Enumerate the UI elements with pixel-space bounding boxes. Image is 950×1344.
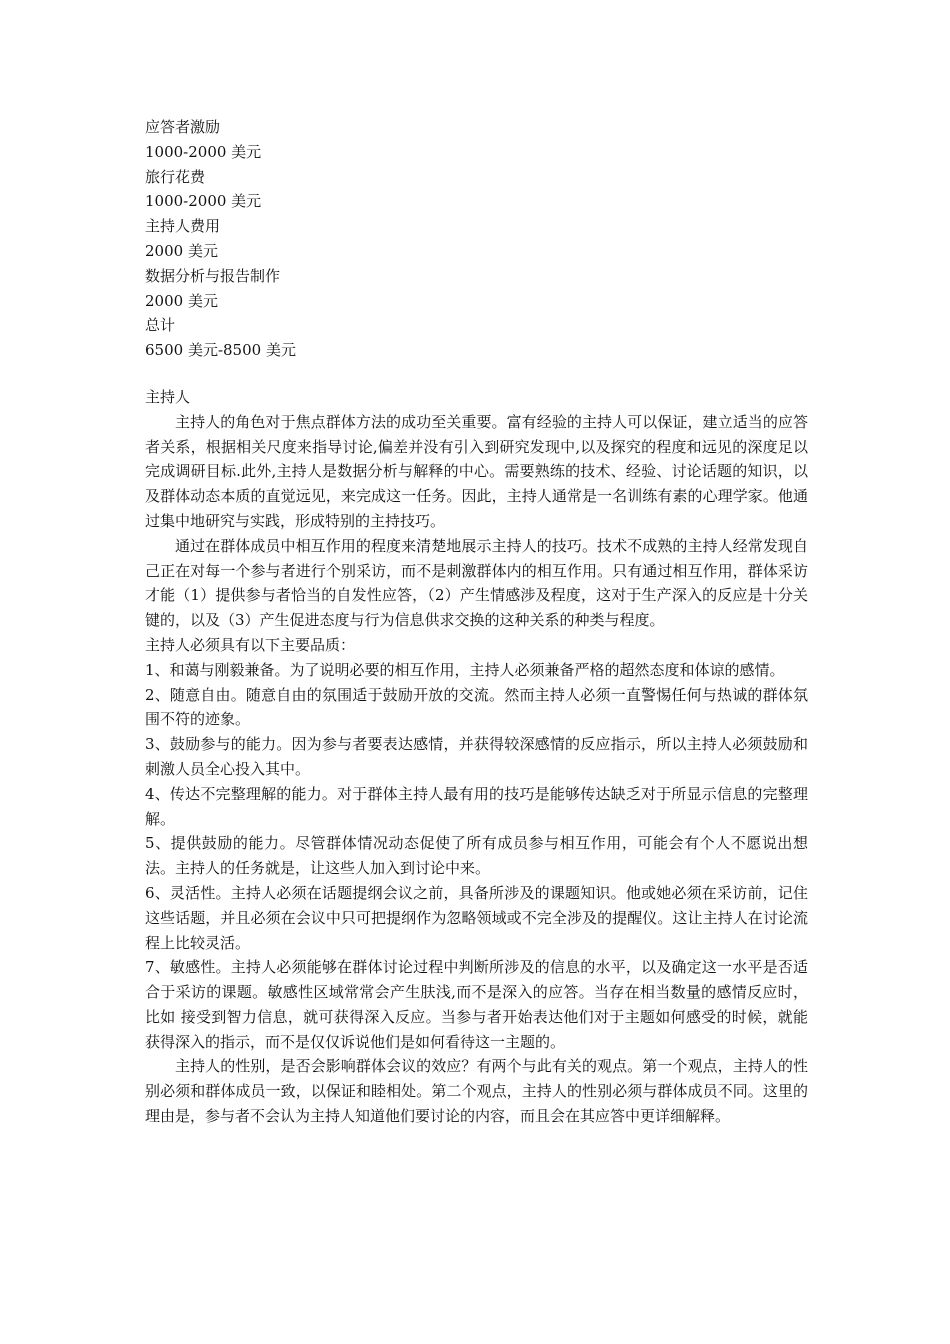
document-page [145, 115, 808, 1129]
cost-item-label: 数据分析与报告制作 [145, 266, 281, 285]
list-item: 5、提供鼓励的能力。尽管群体情况动态促使了所有成员参与相互作用，可能会有个人不愿说出想法。主持人的任务就是，让这些人加入到讨论中来。 [145, 834, 808, 878]
cost-list [145, 115, 808, 363]
paragraph: 主持人的角色对于焦点群体方法的成功至关重要。富有经验的主持人可以保证，建立适当的应答者关系，根据相关尺度来指导讨论,偏差并没有引入到研究发现中,以及探究的程度和远见的深度足以完成调研目标.此外,主持人是数据分析与解释的中心。需要熟练的技术、经验、讨论话题的知识，以及群体动态本质的直觉远见，来完成这一任务。因此，主持人通常是一名训练有素的心理学家。他通过集中地研究与实践，形成特别的主持技巧。 [145, 412, 808, 530]
list-item: 3、鼓励参与的能力。因为参与者要表达感情，并获得较深感情的反应指示，所以主持人必须鼓励和刺激人员全心投入其中。 [145, 735, 808, 778]
cost-item-value: 1000-2000 美元 [145, 192, 262, 211]
cost-item-value: 2000 美元 [145, 241, 218, 260]
cost-item-value: 2000 美元 [145, 291, 218, 310]
cost-item-value: 1000-2000 美元 [145, 142, 262, 161]
section-spacer [145, 363, 808, 385]
paragraph: 通过在群体成员中相互作用的程度来清楚地展示主持人的技巧。技术不成熟的主持人经常发现自己正在对每一个参与者进行个别采访，而不是刺激群体内的相互作用。只有通过相互作用，群体采访才能（1）提供参与者恰当的自发性应答，（2）产生情感涉及程度，这对于生产深入的反应是十分关键的，以及（3）产生促进态度与行为信息供求交换的这种关系的种类与程度。 [145, 536, 808, 630]
list-item: 4、传达不完整理解的能力。对于群体主持人最有用的技巧是能够传达缺乏对于所显示信息的完整理解。 [145, 784, 808, 828]
cost-item-label: 旅行花费 [145, 167, 206, 186]
moderator-section [145, 385, 808, 1129]
list-item: 7、敏感性。主持人必须能够在群体讨论过程中判断所涉及的信息的水平，以及确定这一水平是否适合于采访的课题。敏感性区域常常会产生肤浅,而不是深入的应答。当存在相当数量的感情反应时，比如 接受到智力信息，就可获得深入反应。当参与者开始表达他们对于主题如何感受的时候，就能获得深入的指示，而不是仅仅诉说他们是如何看待这一主题的。 [145, 958, 808, 1051]
list-item: 6、灵活性。主持人必须在话题提纲会议之前，具备所涉及的课题知识。他或她必须在采访前，记住这些话题，并且必须在会议中只可把提纲作为忽略领域或不完全涉及的提醒仪。这让主持人在讨论流程上比较灵活。 [145, 883, 808, 952]
section-heading: 主持人 [145, 387, 191, 406]
qualities-list [145, 658, 808, 1055]
cost-item-label: 应答者激励 [145, 118, 221, 136]
cost-total-value: 6500 美元-8500 美元 [145, 341, 296, 360]
list-item: 2、随意自由。随意自由的氛围适于鼓励开放的交流。然而主持人必须一直警惕任何与热诚的群体氛围不符的迹象。 [145, 685, 808, 729]
cost-item-label: 主持人费用 [145, 217, 221, 236]
qualities-intro: 主持人必须具有以下主要品质： [145, 635, 356, 654]
list-item: 1、和蔼与刚毅兼备。为了说明必要的相互作用，主持人必须兼备严格的超然态度和体谅的感情。 [145, 660, 785, 679]
cost-total-label: 总计 [145, 316, 176, 335]
paragraph: 主持人的性别，是否会影响群体会议的效应？有两个与此有关的观点。第一个观点，主持人的性别必须和群体成员一致，以保证和睦相处。第二个观点，主持人的性别必须与群体成员不同。这里的理由是，参与者不会认为主持人知道他们要讨论的内容，而且会在其应答中更详细解释。 [145, 1057, 808, 1126]
